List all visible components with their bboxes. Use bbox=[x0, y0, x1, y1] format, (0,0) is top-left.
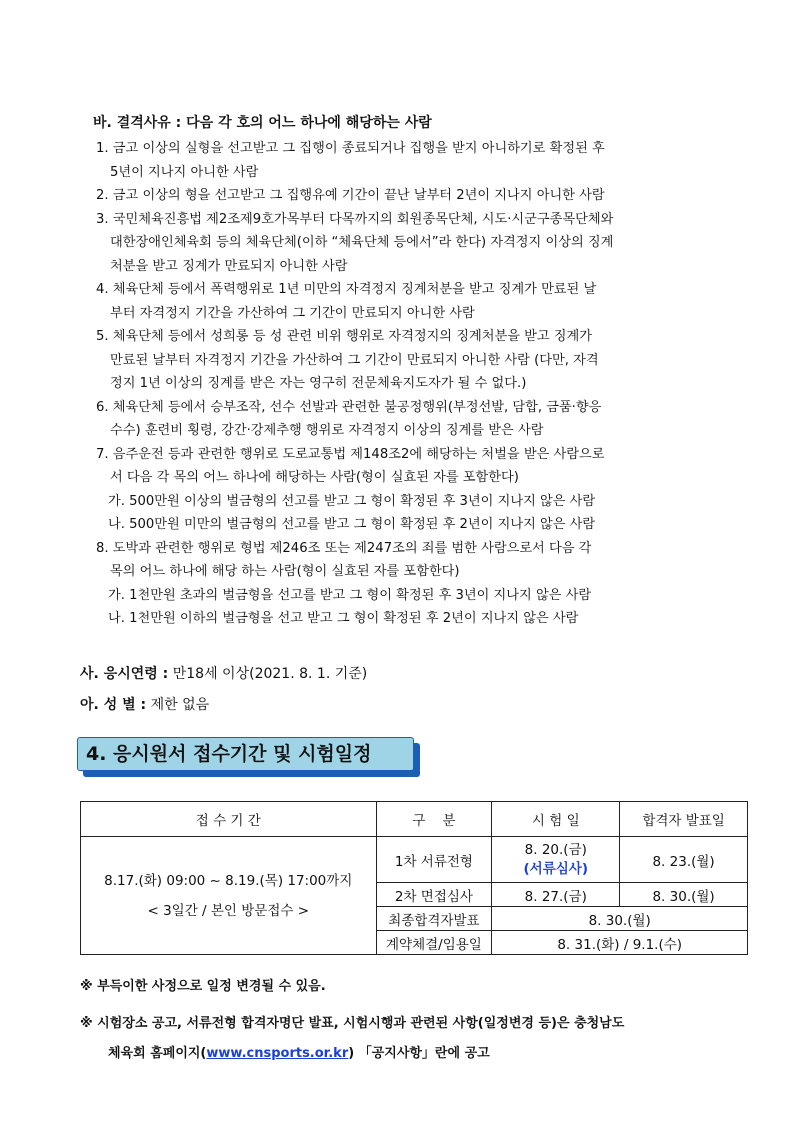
exam-date-note: (서류심사) bbox=[523, 860, 589, 877]
list-item: 정지 1년 이상의 징계를 받은 자는 영구히 전문체육지도자가 될 수 없다.) bbox=[110, 376, 527, 391]
list-item: 8. 도박과 관련한 행위로 형법 제246조 또는 제247조의 죄를 범한 사람으로서 다음 각 bbox=[96, 540, 592, 556]
schedule-section-banner bbox=[77, 737, 420, 777]
exam-date-value: 8. 20.(금) bbox=[524, 841, 587, 858]
note-announcement-line2 bbox=[80, 1039, 750, 1069]
section-disqualification-heading: 바. 결격사유 : 다음 각 호의 어느 하나에 해당하는 사람 bbox=[93, 115, 432, 131]
note-text-post: ) 「공지사항」란에 공고 bbox=[348, 1046, 490, 1061]
list-item: 나. 500만원 미만의 벌금형의 선고를 받고 그 형이 확정된 후 2년이 지나지 않은 사람 bbox=[108, 517, 596, 532]
list-item: 수수) 훈련비 횡령, 강간·강제추행 행위로 자격정지 이상의 징계를 받은 사람 bbox=[110, 423, 544, 438]
list-item: 가. 1천만원 초과의 벌금형을 선고를 받고 그 형이 확정된 후 3년이 지나지 않은 사람 bbox=[108, 587, 592, 603]
header-exam-date: 시 험 일 bbox=[492, 802, 620, 837]
schedule-table bbox=[80, 801, 748, 955]
gender-label: 아. 성 별 : bbox=[80, 697, 147, 713]
gender-requirement bbox=[80, 694, 209, 714]
category-cell: 1차 서류전형 bbox=[376, 837, 492, 883]
exam-date-cell: 8. 27.(금) bbox=[492, 883, 620, 907]
list-item: 5년이 지나지 아니한 사람 bbox=[110, 164, 259, 180]
disqualification-list bbox=[96, 137, 736, 631]
period-main: 8.17.(화) 09:00 ~ 8.19.(목) 17:00까지 bbox=[104, 872, 353, 889]
announce-cell: 8. 23.(월) bbox=[620, 837, 748, 883]
category-cell: 2차 면접심사 bbox=[376, 883, 492, 907]
header-period: 접 수 기 간 bbox=[81, 802, 377, 837]
merged-date-cell: 8. 30.(월) bbox=[492, 907, 748, 931]
age-label: 사. 응시연령 : bbox=[80, 666, 169, 682]
notes-block bbox=[80, 972, 750, 1069]
list-item: 4. 체육단체 등에서 폭력행위로 1년 미만의 자격정지 징계처분을 받고 징계가 만료된 날 bbox=[96, 282, 597, 297]
note-announcement-line1: ※ 시험장소 공고, 서류전형 합격자명단 발표, 시험시행과 관련된 사항(일정변경 등)은 충청남도 bbox=[80, 1016, 625, 1031]
category-cell: 최종합격자발표 bbox=[376, 907, 492, 931]
list-item: 2. 금고 이상의 형을 선고받고 그 집행유예 기간이 끝난 날부터 2년이 지나지 아니한 사람 bbox=[96, 188, 605, 203]
note-text-pre: 체육회 홈페이지( bbox=[108, 1046, 207, 1061]
age-value: 만18세 이상(2021. 8. 1. 기준) bbox=[168, 666, 368, 682]
banner-title: 4. 응시원서 접수기간 및 시험일정 bbox=[77, 737, 414, 771]
list-item: 부터 자격정지 기간을 가산하여 그 기간이 만료되지 아니한 사람 bbox=[110, 305, 475, 321]
exam-date-cell bbox=[492, 837, 620, 883]
gender-value: 제한 없음 bbox=[146, 697, 210, 713]
list-item: 대한장애인체육회 등의 체육단체(이하 “체육단체 등에서”라 한다) 자격정지 이상의 징계 bbox=[110, 235, 614, 250]
list-item: 3. 국민체육진흥법 제2조제9호가목부터 다목까지의 회원종목단체, 시도·시군구종목단체와 bbox=[96, 211, 614, 227]
period-cell bbox=[81, 837, 377, 955]
list-item: 7. 음주운전 등과 관련한 행위로 도로교통법 제148조2에 해당하는 처벌을 받은 사람으로 bbox=[96, 446, 605, 462]
period-sub: < 3일간 / 본인 방문접수 > bbox=[147, 902, 310, 919]
table-row bbox=[81, 837, 748, 883]
homepage-link[interactable]: www.cnsports.or.kr bbox=[206, 1046, 349, 1061]
list-item: 나. 1천만원 이하의 벌금형을 선고 받고 그 형이 확정된 후 2년이 지나지 않은 사람 bbox=[108, 611, 579, 626]
list-item: 5. 체육단체 등에서 성희롱 등 성 관련 비위 행위로 자격정지의 징계처분을 받고 징계가 bbox=[96, 329, 593, 344]
list-item: 6. 체육단체 등에서 승부조작, 선수 선발과 관련한 불공정행위(부정선발, 담합, 금품·향응 bbox=[96, 399, 602, 415]
list-item: 가. 500만원 이상의 벌금형의 선고를 받고 그 형이 확정된 후 3년이 지나지 않은 사람 bbox=[108, 493, 596, 509]
list-item: 처분을 받고 징계가 만료되지 아니한 사람 bbox=[110, 258, 348, 274]
list-item: 1. 금고 이상의 실형을 선고받고 그 집행이 종료되거나 집행을 받지 아니하기로 확정된 후 bbox=[96, 141, 605, 156]
table-header-row bbox=[81, 802, 748, 837]
header-category: 구 분 bbox=[376, 802, 492, 837]
note-schedule-change: ※ 부득이한 사정으로 일정 변경될 수 있음. bbox=[80, 979, 326, 994]
list-item: 목의 어느 하나에 해당 하는 사람(형이 실효된 자를 포함한다) bbox=[110, 564, 460, 579]
merged-date-cell: 8. 31.(화) / 9.1.(수) bbox=[492, 931, 748, 955]
age-requirement bbox=[80, 663, 367, 683]
header-announce: 합격자 발표일 bbox=[620, 802, 748, 837]
list-item: 서 다음 각 목의 어느 하나에 해당하는 사람(형이 실효된 자를 포함한다) bbox=[110, 470, 519, 485]
category-cell: 계약체결/임용일 bbox=[376, 931, 492, 955]
announce-cell: 8. 30.(월) bbox=[620, 883, 748, 907]
list-item: 만료된 날부터 자격정지 기간을 가산하여 그 기간이 만료되지 아니한 사람 (다만, 자격 bbox=[110, 352, 599, 368]
